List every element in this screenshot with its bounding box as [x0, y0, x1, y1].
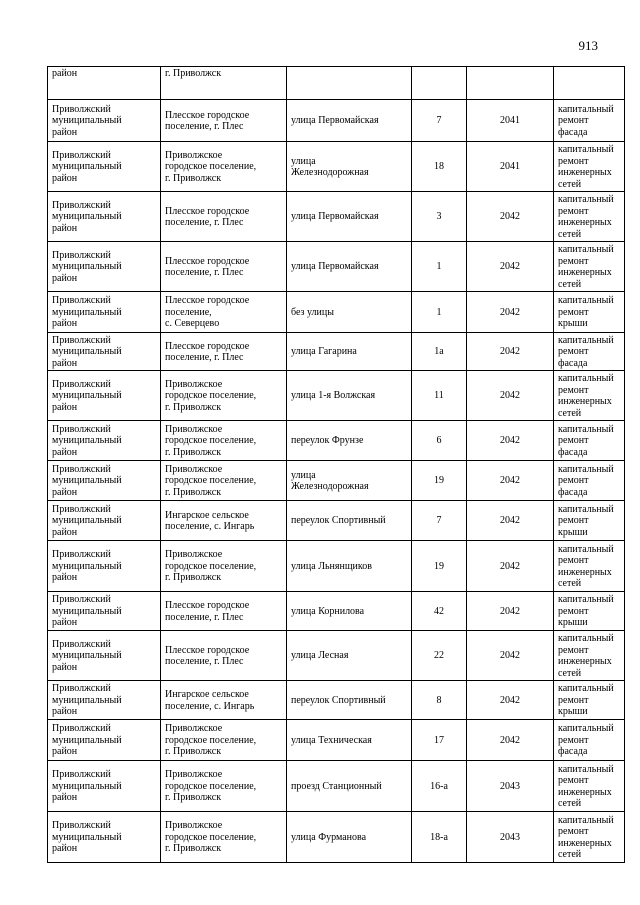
year-cell	[467, 67, 554, 100]
year-cell: 2042	[467, 421, 554, 461]
district-cell: Приволжский муниципальный район	[48, 541, 161, 592]
street-cell: улица Первомайская	[287, 100, 412, 142]
year-cell: 2042	[467, 681, 554, 720]
district-cell: Приволжский муниципальный район	[48, 501, 161, 541]
settlement-cell: Приволжское городское поселение, г. Приволжск	[161, 142, 287, 192]
year-cell: 2042	[467, 333, 554, 371]
street-cell: улица Первомайская	[287, 242, 412, 292]
house-number-cell: 1а	[412, 333, 467, 371]
street-cell: улица Первомайская	[287, 192, 412, 242]
house-number-cell: 42	[412, 592, 467, 631]
street-cell: улица Железнодорожная	[287, 461, 412, 501]
district-cell: Приволжский муниципальный район	[48, 333, 161, 371]
table-row	[48, 421, 625, 461]
work-type-cell: капитальный ремонт крыши	[554, 292, 625, 333]
settlement-cell: Приволжское городское поселение, г. Приволжск	[161, 720, 287, 761]
district-cell: Приволжский муниципальный район	[48, 631, 161, 681]
table-row	[48, 100, 625, 142]
house-number-cell: 6	[412, 421, 467, 461]
settlement-cell: Приволжское городское поселение, г. Приволжск	[161, 761, 287, 812]
settlement-cell: Приволжское городское поселение, г. Приволжск	[161, 541, 287, 592]
settlement-cell: г. Приволжск	[161, 67, 287, 100]
district-cell: Приволжский муниципальный район	[48, 592, 161, 631]
year-cell: 2043	[467, 812, 554, 863]
street-cell: улица Гагарина	[287, 333, 412, 371]
house-number-cell: 1	[412, 292, 467, 333]
street-cell	[287, 67, 412, 100]
page-number: 913	[578, 38, 598, 53]
house-number-cell: 22	[412, 631, 467, 681]
street-cell: улица 1-я Волжская	[287, 371, 412, 421]
settlement-cell: Приволжское городское поселение, г. Приволжск	[161, 421, 287, 461]
street-cell: улица Льнянщиков	[287, 541, 412, 592]
year-cell: 2042	[467, 192, 554, 242]
district-cell: Приволжский муниципальный район	[48, 761, 161, 812]
settlement-cell: Приволжское городское поселение, г. Приволжск	[161, 371, 287, 421]
table-row	[48, 67, 625, 100]
year-cell: 2042	[467, 592, 554, 631]
street-cell: улица Техническая	[287, 720, 412, 761]
work-type-cell: капитальный ремонт инженерных сетей	[554, 371, 625, 421]
table-row	[48, 592, 625, 631]
table-row	[48, 292, 625, 333]
table-row	[48, 333, 625, 371]
house-number-cell: 19	[412, 541, 467, 592]
work-type-cell: капитальный ремонт фасада	[554, 421, 625, 461]
house-number-cell: 11	[412, 371, 467, 421]
table-row	[48, 761, 625, 812]
repair-schedule-table	[47, 66, 625, 863]
table-body	[48, 67, 625, 863]
settlement-cell: Ингарское сельское поселение, с. Ингарь	[161, 681, 287, 720]
year-cell: 2041	[467, 100, 554, 142]
street-cell: переулок Фрунзе	[287, 421, 412, 461]
work-type-cell: капитальный ремонт крыши	[554, 592, 625, 631]
year-cell: 2042	[467, 292, 554, 333]
work-type-cell: капитальный ремонт инженерных сетей	[554, 192, 625, 242]
table-row	[48, 192, 625, 242]
table-row	[48, 541, 625, 592]
table-row	[48, 242, 625, 292]
settlement-cell: Плесское городское поселение, г. Плес	[161, 631, 287, 681]
settlement-cell: Ингарское сельское поселение, с. Ингарь	[161, 501, 287, 541]
settlement-cell: Плесское городское поселение, с. Северцево	[161, 292, 287, 333]
settlement-cell: Плесское городское поселение, г. Плес	[161, 592, 287, 631]
district-cell: Приволжский муниципальный район	[48, 192, 161, 242]
street-cell: улица Фурманова	[287, 812, 412, 863]
house-number-cell: 18	[412, 142, 467, 192]
year-cell: 2042	[467, 242, 554, 292]
district-cell: Приволжский муниципальный район	[48, 242, 161, 292]
house-number-cell: 18-а	[412, 812, 467, 863]
house-number-cell: 7	[412, 100, 467, 142]
district-cell: Приволжский муниципальный район	[48, 461, 161, 501]
house-number-cell: 3	[412, 192, 467, 242]
table-row	[48, 631, 625, 681]
district-cell: Приволжский муниципальный район	[48, 812, 161, 863]
year-cell: 2042	[467, 461, 554, 501]
table-row	[48, 720, 625, 761]
settlement-cell: Плесское городское поселение, г. Плес	[161, 100, 287, 142]
house-number-cell: 7	[412, 501, 467, 541]
street-cell: улица Лесная	[287, 631, 412, 681]
work-type-cell: капитальный ремонт инженерных сетей	[554, 812, 625, 863]
year-cell: 2042	[467, 541, 554, 592]
year-cell: 2042	[467, 371, 554, 421]
work-type-cell: капитальный ремонт инженерных сетей	[554, 242, 625, 292]
settlement-cell: Плесское городское поселение, г. Плес	[161, 242, 287, 292]
work-type-cell: капитальный ремонт крыши	[554, 681, 625, 720]
table-row	[48, 501, 625, 541]
work-type-cell: капитальный ремонт инженерных сетей	[554, 541, 625, 592]
work-type-cell: капитальный ремонт инженерных сетей	[554, 631, 625, 681]
table-row	[48, 461, 625, 501]
work-type-cell: капитальный ремонт фасада	[554, 100, 625, 142]
district-cell: район	[48, 67, 161, 100]
table-row	[48, 142, 625, 192]
work-type-cell: капитальный ремонт фасада	[554, 720, 625, 761]
district-cell: Приволжский муниципальный район	[48, 100, 161, 142]
district-cell: Приволжский муниципальный район	[48, 720, 161, 761]
district-cell: Приволжский муниципальный район	[48, 421, 161, 461]
table-row	[48, 812, 625, 863]
street-cell: улица Железнодорожная	[287, 142, 412, 192]
district-cell: Приволжский муниципальный район	[48, 142, 161, 192]
street-cell: без улицы	[287, 292, 412, 333]
house-number-cell	[412, 67, 467, 100]
table-row	[48, 681, 625, 720]
district-cell: Приволжский муниципальный район	[48, 371, 161, 421]
house-number-cell: 19	[412, 461, 467, 501]
street-cell: переулок Спортивный	[287, 501, 412, 541]
district-cell: Приволжский муниципальный район	[48, 681, 161, 720]
work-type-cell: капитальный ремонт фасада	[554, 333, 625, 371]
street-cell: проезд Станционный	[287, 761, 412, 812]
year-cell: 2042	[467, 501, 554, 541]
year-cell: 2042	[467, 720, 554, 761]
table-row	[48, 371, 625, 421]
settlement-cell: Приволжское городское поселение, г. Приволжск	[161, 461, 287, 501]
house-number-cell: 1	[412, 242, 467, 292]
work-type-cell	[554, 67, 625, 100]
work-type-cell: капитальный ремонт инженерных сетей	[554, 142, 625, 192]
year-cell: 2043	[467, 761, 554, 812]
work-type-cell: капитальный ремонт инженерных сетей	[554, 761, 625, 812]
work-type-cell: капитальный ремонт крыши	[554, 501, 625, 541]
year-cell: 2041	[467, 142, 554, 192]
settlement-cell: Плесское городское поселение, г. Плес	[161, 333, 287, 371]
house-number-cell: 16-а	[412, 761, 467, 812]
street-cell: улица Корнилова	[287, 592, 412, 631]
work-type-cell: капитальный ремонт фасада	[554, 461, 625, 501]
settlement-cell: Приволжское городское поселение, г. Приволжск	[161, 812, 287, 863]
settlement-cell: Плесское городское поселение, г. Плес	[161, 192, 287, 242]
house-number-cell: 17	[412, 720, 467, 761]
street-cell: переулок Спортивный	[287, 681, 412, 720]
year-cell: 2042	[467, 631, 554, 681]
house-number-cell: 8	[412, 681, 467, 720]
district-cell: Приволжский муниципальный район	[48, 292, 161, 333]
